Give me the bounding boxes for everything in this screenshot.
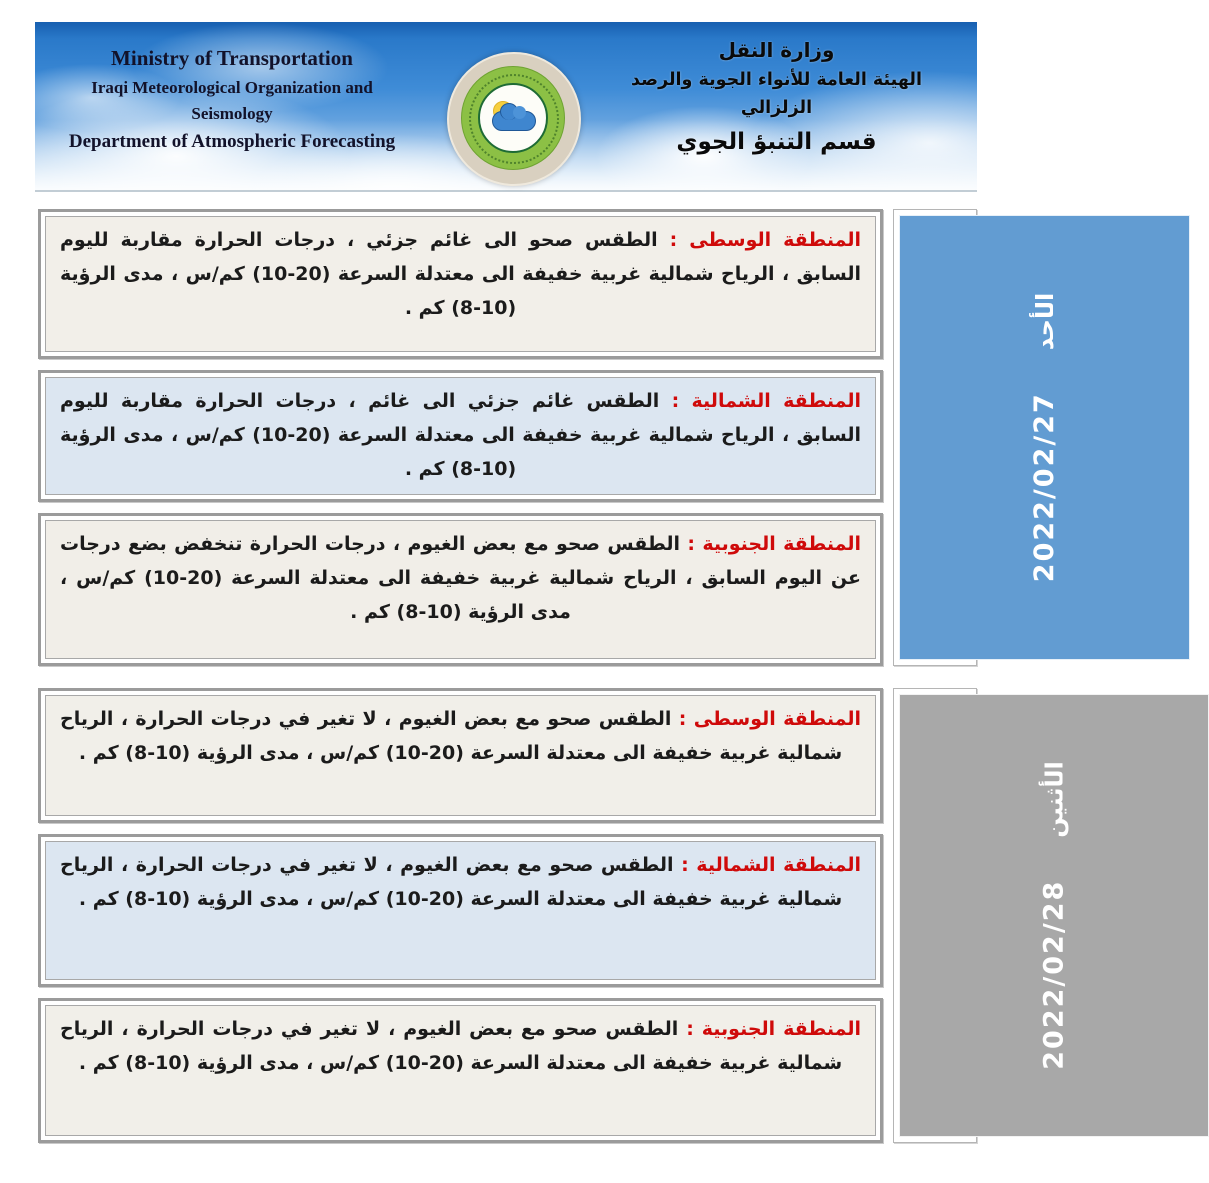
forecast-panel-northern (38, 834, 883, 987)
day-sidebar-label (1029, 293, 1060, 582)
logo-center (478, 83, 548, 153)
region-heading: المنطقة الوسطى : (657, 229, 861, 251)
forecast-text: الطقس صحو مع بعض الغيوم ، لا تغير في درجات الحرارة ، الرياح شمالية غربية خفيفة الى معتدلة السرعة (20-10) كم/س ، مدى الرؤية (10-8) كم . (60, 854, 843, 911)
day-sidebar-fill (899, 694, 1209, 1137)
ministry-name-ar: وزارة النقل (718, 38, 835, 62)
region-heading: المنطقة الوسطى : (671, 708, 862, 731)
ministry-name-en: Ministry of Transportation (111, 46, 353, 70)
forecast-panel-central (38, 688, 883, 823)
forecast-panel-southern (38, 998, 883, 1143)
region-heading: المنطقة الجنوبية : (680, 533, 861, 556)
forecast-panel-central (38, 209, 883, 359)
forecast-text: الطقس صحو مع بعض الغيوم ، لا تغير في درجات الحرارة ، الرياح شمالية غربية خفيفة الى معتدلة السرعة (20-10) كم/س ، مدى الرؤية (10-8) كم . (60, 1018, 843, 1075)
org-name-english (57, 42, 407, 157)
region-heading: المنطقة الجنوبية : (678, 1018, 862, 1041)
department-name-ar: قسم التنبؤ الجوي (676, 129, 877, 155)
forecast-panel-body (45, 841, 876, 980)
day-sidebar-sunday (893, 209, 1061, 666)
day-date: 2022/02/28 (1038, 880, 1070, 1071)
forecast-panel-body (45, 1005, 876, 1136)
org-name-arabic (604, 34, 949, 161)
forecast-panel-body (45, 377, 876, 495)
day-sidebar-monday (893, 688, 1070, 1143)
day-name: الأثنين (1040, 761, 1069, 839)
region-heading: المنطقة الشمالية : (659, 390, 861, 412)
forecast-panel-body (45, 216, 876, 352)
forecast-panel-southern (38, 513, 883, 666)
region-heading: المنطقة الشمالية : (673, 854, 861, 877)
logo-green-ring (461, 66, 565, 170)
forecast-groups (38, 209, 1070, 1143)
forecast-boxes-sunday (38, 209, 883, 666)
department-name-en: Department of Atmospheric Forecasting (68, 131, 396, 153)
day-date: 2022/02/27 (1029, 392, 1061, 583)
forecast-text: الطقس صحو مع بعض الغيوم ، درجات الحرارة تنخفض بضع درجات عن اليوم السابق ، الرياح شمالية غربية خفيفة الى معتدلة السرعة (20-10) كم/س ، مدى الرؤية (10-8) كم . (60, 533, 861, 624)
agency-logo (447, 52, 581, 186)
forecast-panel-body (45, 520, 876, 659)
day-group-monday (38, 688, 1070, 1143)
forecast-text: الطقس صحو مع بعض الغيوم ، لا تغير في درجات الحرارة ، الرياح شمالية غربية خفيفة الى معتدلة السرعة (20-10) كم/س ، مدى الرؤية (10-8) كم . (60, 708, 843, 765)
organization-name-en: Iraqi Meteorological Organization and Seismology (91, 77, 373, 123)
forecast-text: الطقس صحو الى غائم جزئي ، درجات الحرارة مقاربة لليوم السابق ، الرياح شمالية غربية خفيفة الى معتدلة السرعة (20-10) كم/س ، مدى الرؤية (10-8) كم . (60, 229, 861, 319)
day-sidebar-label (1039, 762, 1070, 1070)
forecast-boxes-monday (38, 688, 883, 1143)
day-name: الأحد (1030, 293, 1059, 351)
cloud-icon (492, 111, 536, 131)
weather-bulletin-page (0, 22, 1070, 1183)
day-sidebar-fill (899, 215, 1190, 660)
organization-name-ar: الهيئة العامة للأنواء الجوية والرصد الزلزالي (631, 70, 922, 118)
forecast-text: الطقس غائم جزئي الى غائم ، درجات الحرارة مقاربة لليوم السابق ، الرياح شمالية غربية خفيفة الى معتدلة السرعة (20-10) كم/س ، مدى الرؤية (10-8) كم . (60, 390, 861, 480)
day-group-sunday (38, 209, 1061, 666)
forecast-panel-northern (38, 370, 883, 502)
header-banner (35, 22, 977, 192)
forecast-panel-body (45, 695, 876, 816)
